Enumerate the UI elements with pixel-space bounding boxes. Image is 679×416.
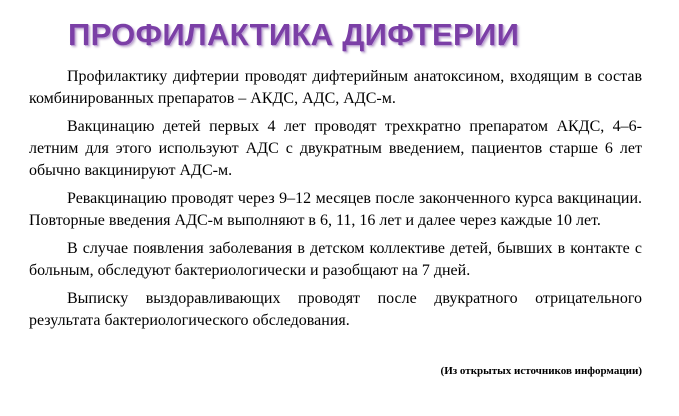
source-note: (Из открытых источников информации) [440, 365, 642, 377]
paragraph-3: Ревакцинацию проводят через 9–12 месяцев после законченного курса вакцинации. Повторные введения АДС-м выполняют в 6, 11, 16 лет и далее через каждые 10 лет. [29, 190, 642, 229]
paragraph-5: Выписку выздоравливающих проводят после двукратного отрицательного результата бактериологического обследования. [29, 290, 642, 329]
paragraph-4: В случае появления заболевания в детском коллективе детей, бывших в контакте с больным, обследуют бактериологически и разобщают на 7 дней. [29, 240, 642, 279]
paragraph-2: Вакцинацию детей первых 4 лет проводят трехкратно препаратом АКДС, 4–6-летним для этого используют АДС с двукратным введением, пациентов старше 6 лет обычно вакцинируют АДС-м. [29, 118, 642, 179]
slide-body [29, 66, 642, 338]
paragraph-1: Профилактику дифтерии проводят дифтерийным анатоксином, входящим в состав комбинированных препаратов – АКДС, АДС, АДС-м. [29, 68, 642, 107]
slide-title: ПРОФИЛАКТИКА ДИФТЕРИИ [68, 17, 520, 52]
